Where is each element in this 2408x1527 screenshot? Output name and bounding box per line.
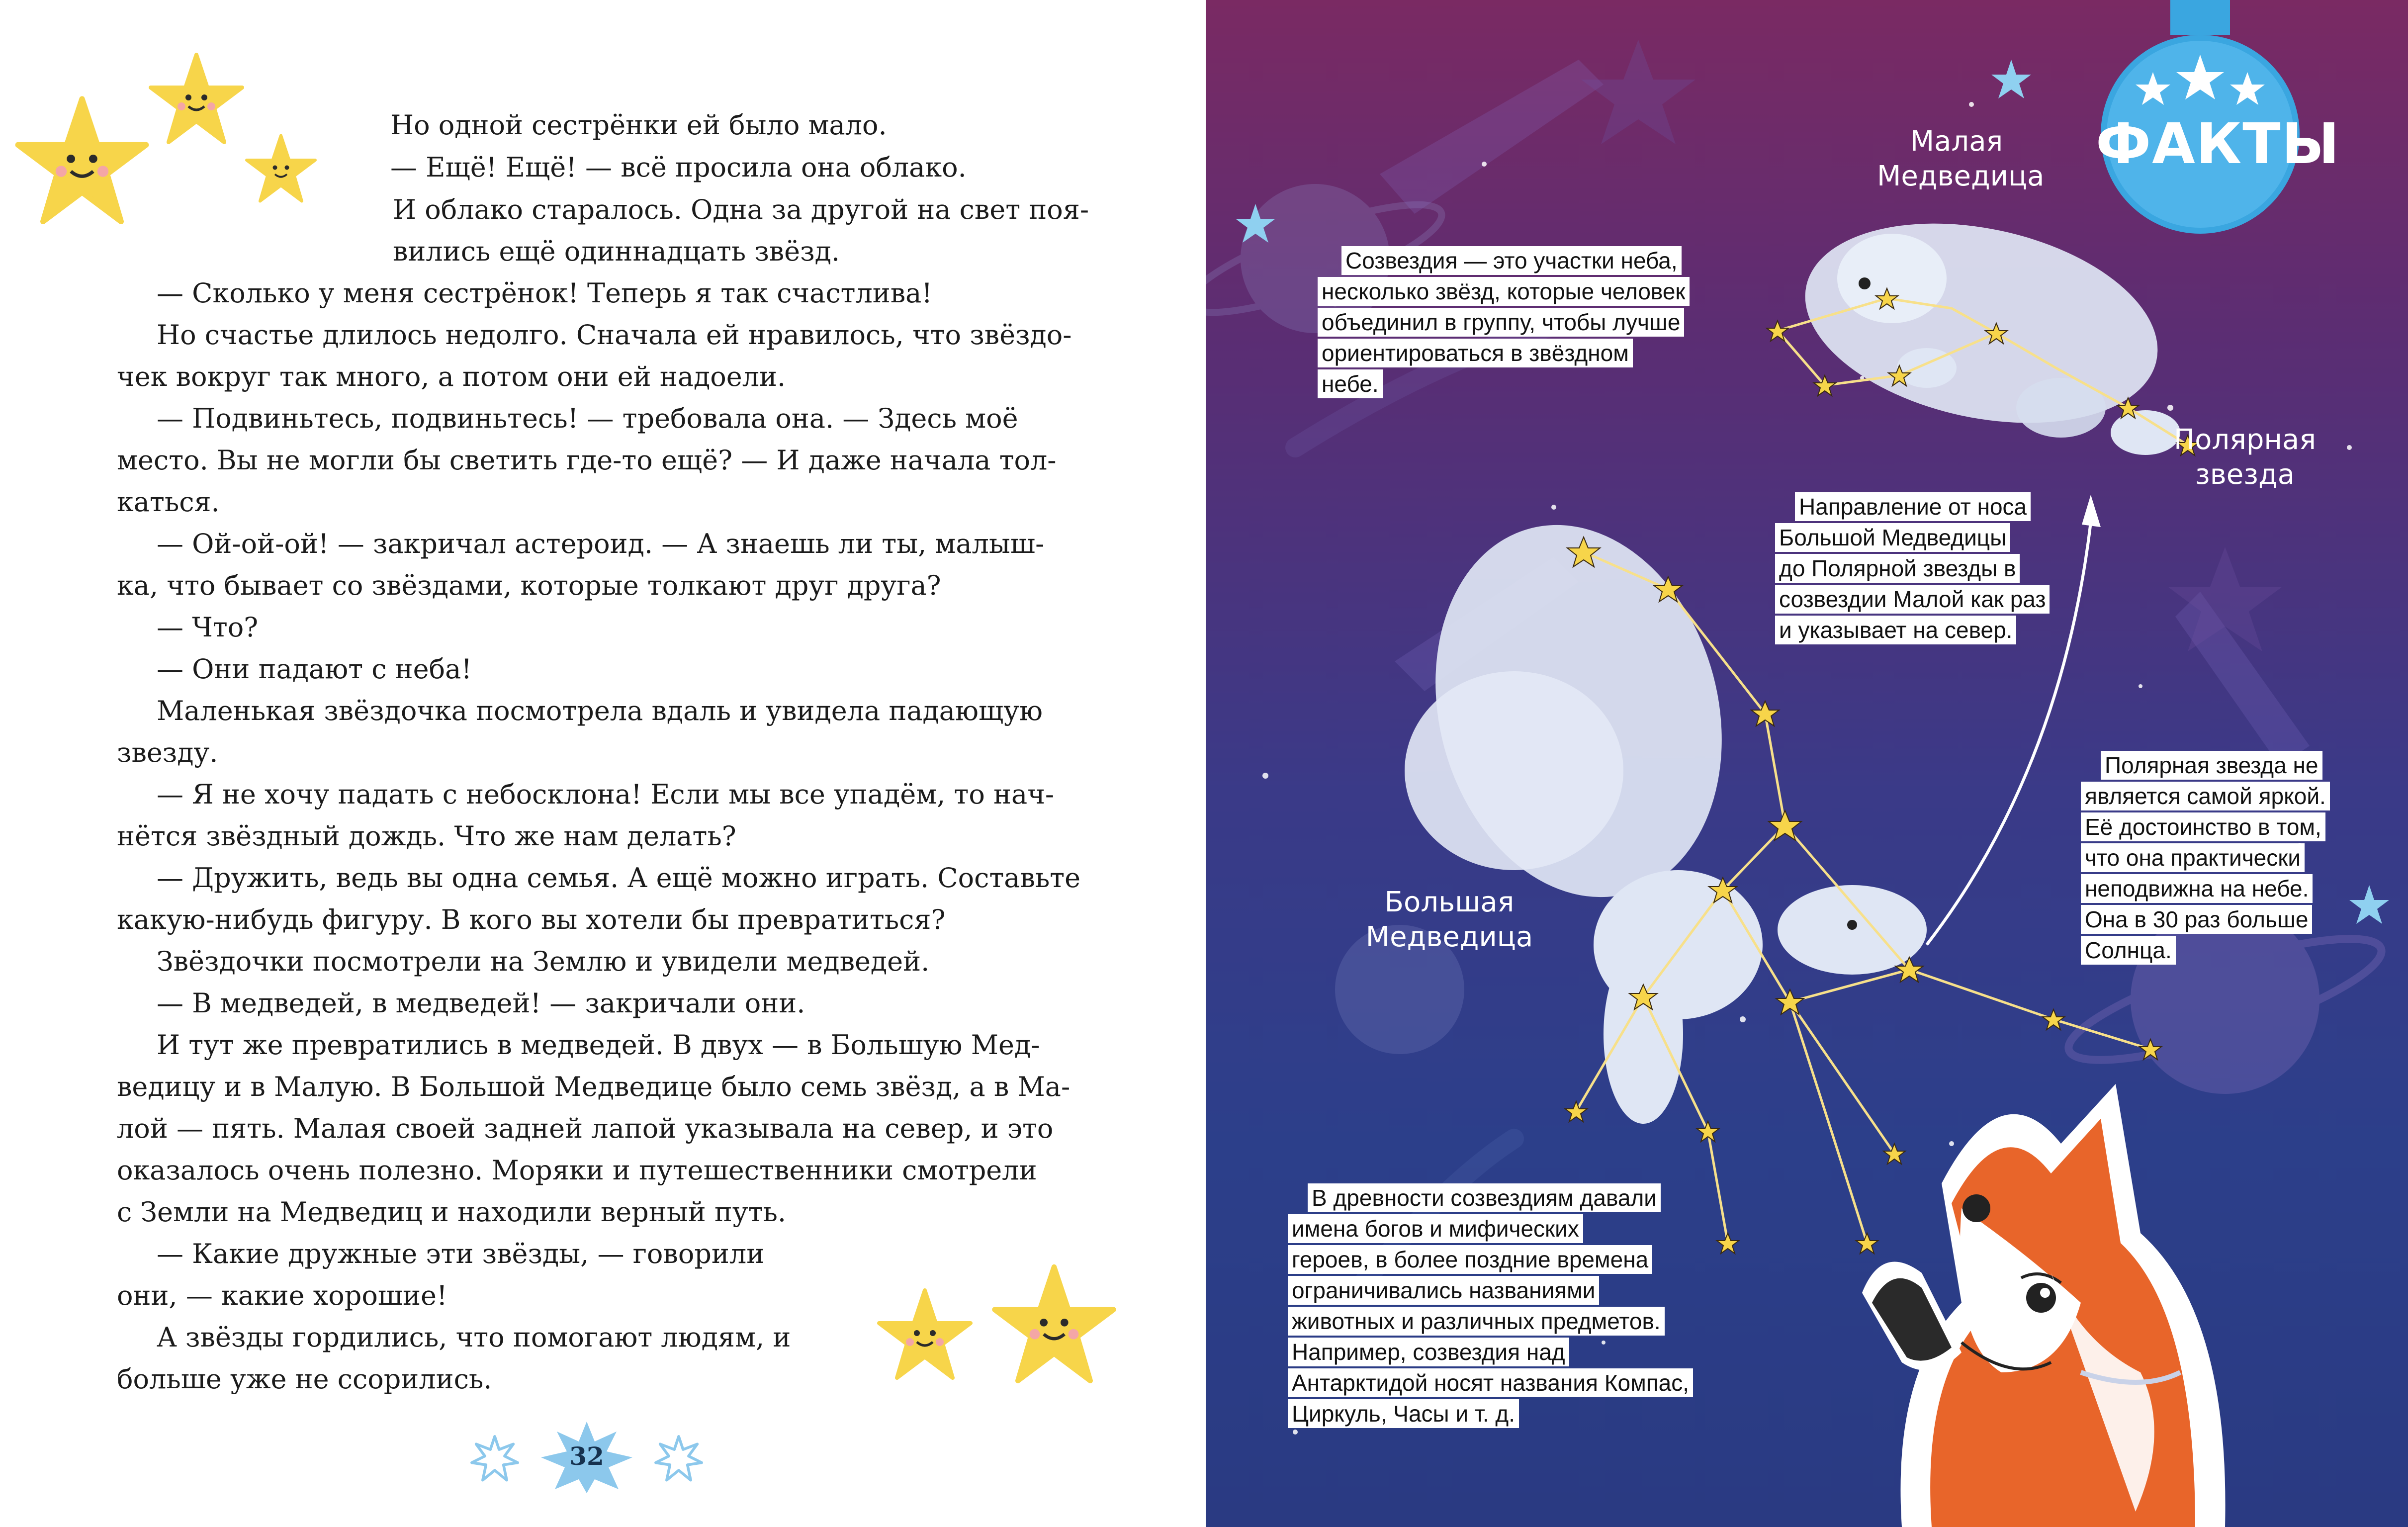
fact-line: Полярная звезда не	[2101, 751, 2322, 780]
fact-line: Она в 30 раз больше	[2081, 905, 2312, 934]
polaris-label: Полярная звезда	[2173, 424, 2316, 491]
story-line: — Какие дружные эти звёзды, — говорили	[157, 1238, 765, 1269]
fact-line: созвездии Малой как раз	[1775, 585, 2050, 614]
story-line: А звёзды гордились, что помогают людям, и	[157, 1322, 791, 1353]
smiling-star-icon	[989, 1260, 1119, 1390]
fact-line: до Полярной звезды в	[1775, 554, 2020, 583]
story-line: — Ещё! Ещё! — всё просила она облако.	[390, 152, 967, 183]
story-line: — Дружить, ведь вы одна семья. А ещё можно играть. Составьте	[157, 862, 1081, 894]
story-line: с Земли на Медведиц и находили верный путь.	[117, 1196, 787, 1228]
story-line: оказалось очень полезно. Моряки и путешественники смотрели	[117, 1155, 1037, 1186]
fact-line: несколько звёзд, которые человек	[1318, 277, 1690, 306]
fact-line: Большой Медведицы	[1775, 523, 2010, 552]
fox-illustration	[1862, 1084, 2226, 1527]
fact-line: Антарктидой носят названия Компас,	[1288, 1368, 1693, 1397]
fact-line: и указывает на север.	[1775, 616, 2016, 644]
fact-line: неподвижна на небе.	[2081, 874, 2313, 903]
facts-badge	[2096, 0, 2340, 234]
smiling-star-icon	[10, 92, 154, 231]
story-line: — Ой-ой-ой! — закричал астероид. — А знаешь ли ты, малыш-	[157, 528, 1045, 559]
story-line: И облако старалось. Одна за другой на свет поя-	[393, 194, 1089, 225]
page-number-text: 32	[569, 1441, 604, 1471]
story-line: ка, что бывает со звёздами, которые толкают друг друга?	[117, 570, 941, 601]
story-line: — Подвиньтесь, подвиньтесь! — требовала она. — Здесь моё	[157, 403, 1018, 434]
north-arrow-head-icon	[2082, 495, 2101, 527]
story-line: — Они падают с неба!	[157, 653, 472, 685]
fact-line: является самой яркой.	[2081, 782, 2330, 810]
story-line: Звёздочки посмотрели на Землю и увидели медведей.	[157, 946, 930, 977]
fact-ancient	[1288, 1183, 1693, 1430]
story-line: Маленькая звёздочка посмотрела вдаль и увидела падающую	[157, 695, 1043, 726]
facts-title: ФАКТЫ	[2096, 112, 2340, 177]
smiling-star-icon	[875, 1285, 975, 1385]
smiling-star-icon	[147, 50, 246, 149]
story-line: лой — пять. Малая своей задней лапой указывала на север, и это	[117, 1113, 1054, 1144]
little-dipper-label: Малая Медведица	[1877, 125, 2045, 192]
story-line: Но одной сестрёнки ей было мало.	[390, 109, 887, 141]
big-dipper-label: Большая Медведица	[1365, 886, 1533, 953]
fact-constellations	[1318, 246, 1690, 400]
fact-line: что она практически	[2081, 843, 2305, 872]
story-line: — В медведей, в медведей! — закричали они.	[157, 988, 805, 1019]
story-line: ведицу и в Малую. В Большой Медведице было семь звёзд, а в Ма-	[117, 1071, 1070, 1102]
star-outline-icon	[467, 1432, 522, 1487]
story-line: они, — какие хорошие!	[117, 1280, 447, 1311]
story-line: звезду.	[117, 737, 218, 768]
page-number	[537, 1420, 636, 1494]
fact-line: В древности созвездиям давали	[1308, 1183, 1661, 1212]
fact-line: ориентироваться в звёздном	[1318, 339, 1633, 367]
fact-line: героев, в более поздние времена	[1288, 1245, 1652, 1274]
story-line: место. Вы не могли бы светить где-то ещё? — И даже начала тол-	[117, 445, 1057, 476]
fact-line: небе.	[1318, 369, 1383, 398]
story-line: чек вокруг так много, а потом они ей надоели.	[117, 361, 786, 392]
star-outline-icon	[651, 1432, 706, 1487]
story-line: вились ещё одиннадцать звёзд.	[393, 236, 840, 267]
story-line: каться.	[117, 486, 220, 518]
fact-line: Созвездия — это участки неба,	[1341, 246, 1682, 275]
fact-direction	[1775, 492, 2050, 646]
smiling-star-icon	[244, 132, 318, 206]
fact-line: Солнца.	[2081, 936, 2176, 965]
story-line: Но счастье длилось недолго. Сначала ей нравилось, что звёздо-	[157, 319, 1072, 351]
fact-line: Циркуль, Часы и т. д.	[1288, 1399, 1519, 1428]
story-line: — Сколько у меня сестрёнок! Теперь я так счастлива!	[157, 277, 933, 309]
fact-line: Её достоинство в том,	[2081, 812, 2325, 841]
fact-polaris	[2081, 751, 2330, 967]
story-line: нётся звёздный дождь. Что же нам делать?	[117, 820, 736, 852]
fact-line: животных и различных предметов.	[1288, 1307, 1665, 1336]
story-line: — Я не хочу падать с небосклона! Если мы все упадём, то нач-	[157, 779, 1055, 810]
story-line: — Что?	[157, 612, 259, 643]
story-line: больше уже не ссорились.	[117, 1363, 492, 1395]
story-line: какую-нибудь фигуру. В кого вы хотели бы превратиться?	[117, 904, 946, 935]
fact-line: Направление от носа	[1795, 492, 2031, 521]
fact-line: имена богов и мифических	[1288, 1214, 1583, 1243]
fact-line: объединил в группу, чтобы лучше	[1318, 308, 1684, 337]
right-page	[1206, 0, 2408, 1527]
fact-line: ограничивались названиями	[1288, 1276, 1599, 1305]
fact-line: Например, созвездия над	[1288, 1338, 1569, 1366]
story-line: И тут же превратились в медведей. В двух — в Большую Мед-	[157, 1029, 1040, 1061]
